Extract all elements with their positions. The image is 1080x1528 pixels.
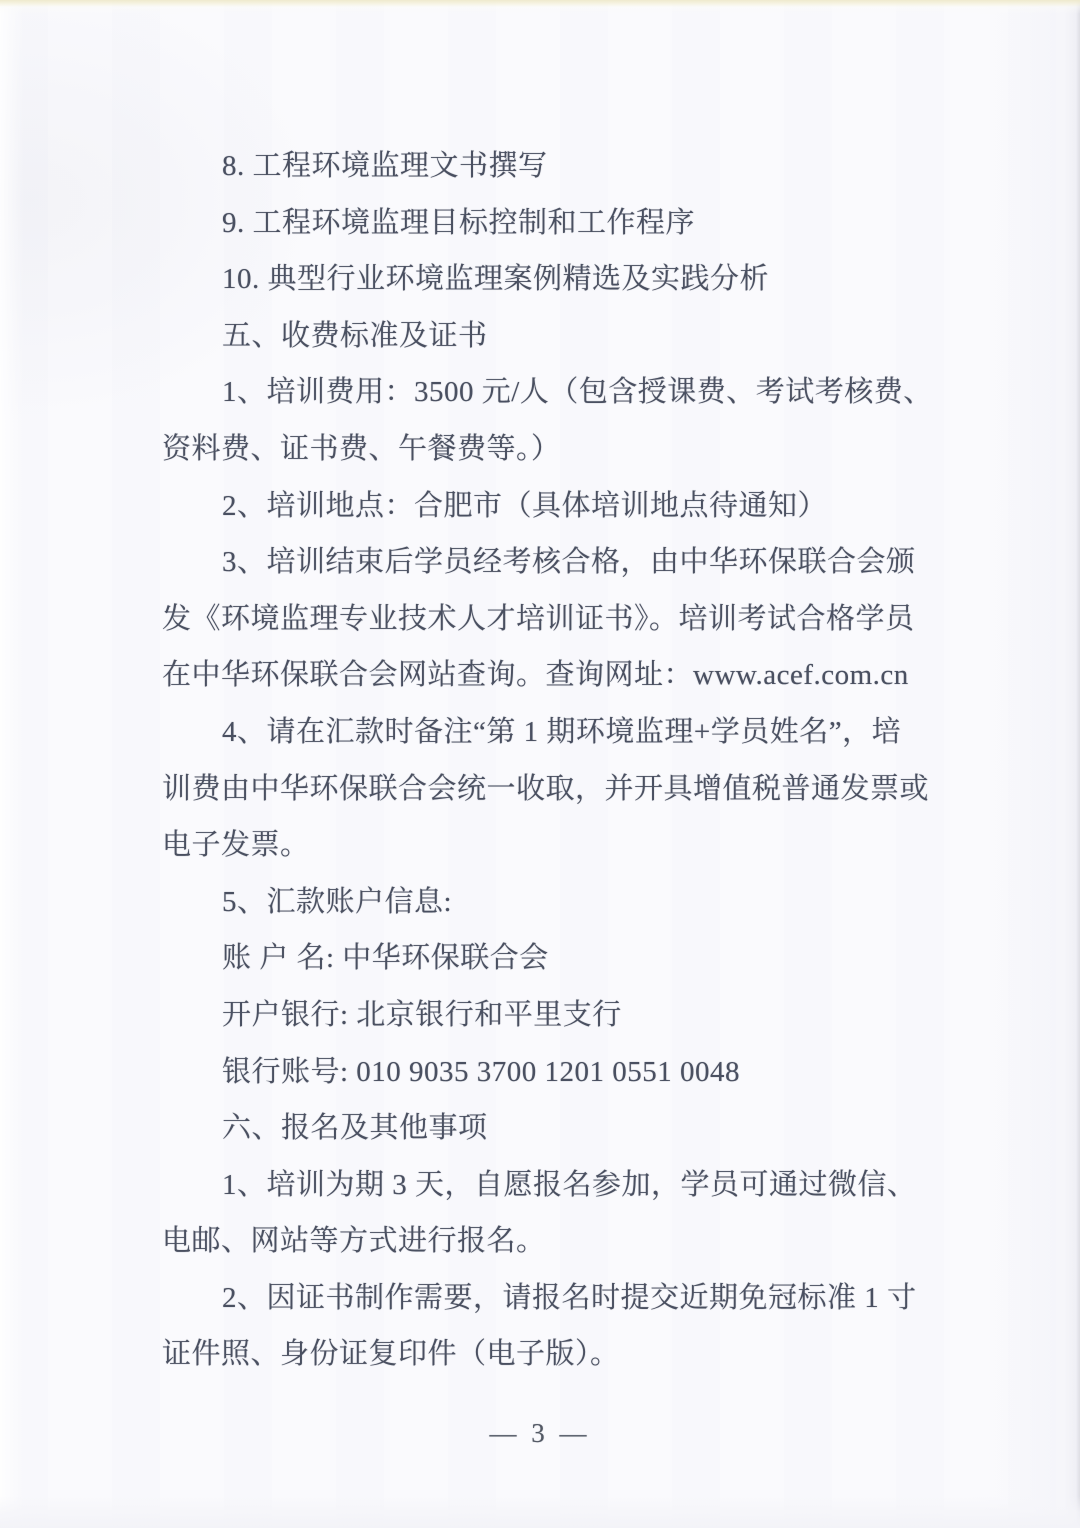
text-line: 4、请在汇款时备注“第 1 期环境监理+学员姓名”，培 [222,715,902,748]
text-line: 证件照、身份证复印件（电子版）。 [162,1338,620,1371]
text-line: 2、因证书制作需要，请报名时提交近期免冠标准 1 寸 [222,1281,917,1314]
text-line: 发《环境监理专业技术人才培训证书》。培训考试合格学员 [162,602,915,635]
text-line: 2、培训地点：合肥市（具体培训地点待通知） [222,489,828,522]
text-line: 在中华环保联合会网站查询。查询网址：www.acef.com.cn [162,659,909,692]
text-line: 账 户 名: 中华环保联合会 [222,942,549,975]
text-line: 电邮、网站等方式进行报名。 [162,1225,546,1258]
text-line: 1、培训费用：3500 元/人（包含授课费、考试考核费、 [222,376,933,409]
text-line: 1、培训为期 3 天，自愿报名参加，学员可通过微信、 [222,1168,917,1201]
document-body [162,138,933,1383]
text-line: 开户银行: 北京银行和平里支行 [222,998,622,1031]
text-line: 8. 工程环境监理文书撰写 [222,150,548,182]
text-line: 六、报名及其他事项 [222,1112,488,1145]
text-line: 银行账号: 010 9035 3700 1201 0551 0048 [222,1055,741,1088]
text-line: 3、培训结束后学员经考核合格，由中华环保联合会颁 [222,546,916,579]
page-number: — 3 — [489,1418,591,1448]
text-line: 五、收费标准及证书 [222,319,488,352]
text-line: 10. 典型行业环境监理案例精选及实践分析 [222,263,770,296]
text-line: 9. 工程环境监理目标控制和工作程序 [222,206,696,239]
text-line: 电子发票。 [162,829,310,862]
text-line: 资料费、证书费、午餐费等。） [162,432,561,465]
text-line: 训费由中华环保联合会统一收取，并开具增值税普通发票或 [162,772,930,805]
text-line: 5、汇款账户信息: [222,885,453,918]
